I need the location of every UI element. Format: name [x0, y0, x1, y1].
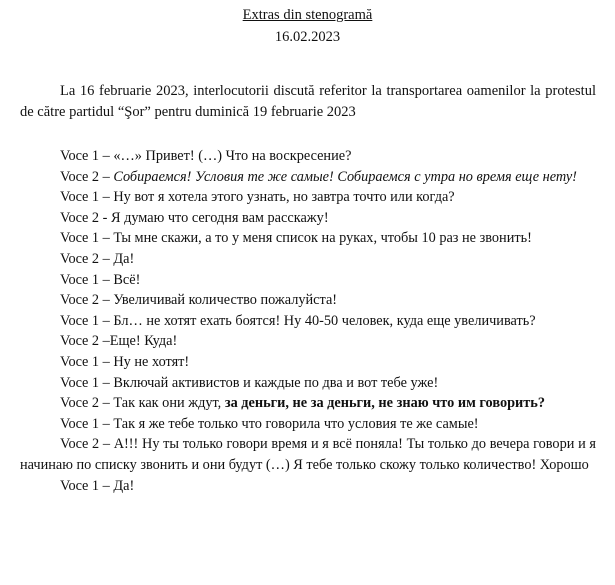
dialog-text: Voce 1 – Ну вот я хотела этого узнать, но завтра точто или когда? [60, 189, 455, 206]
dialog-line [20, 476, 596, 497]
dialog-line [20, 311, 596, 332]
dialog-line [20, 393, 596, 414]
dialog-line [20, 290, 596, 311]
document-date: 16.02.2023 [274, 29, 341, 45]
dialog-text: Voce 1 – Так я же тебе только что говорила что условия те же самые! [60, 415, 479, 432]
dialog-text: Voce 1 – «…» Привет! (…) Что на воскресение? [60, 148, 352, 164]
dialog-line [20, 249, 596, 270]
dialog-line [20, 331, 596, 352]
dialog-line [20, 228, 596, 249]
dialog-line [20, 270, 596, 291]
dialog-line [20, 373, 596, 394]
transcript-dialog [20, 146, 596, 496]
dialog-line [20, 187, 596, 208]
dialog-prefix: Voce 2 – [60, 168, 114, 185]
dialog-text: Voce 1 – Всё! [60, 271, 141, 288]
dialog-line [20, 167, 596, 188]
dialog-line [20, 414, 596, 435]
dialog-line [20, 146, 596, 167]
dialog-line [20, 434, 596, 475]
dialog-text: Voce 2 –Еще! Куда! [60, 333, 178, 350]
dialog-text: Voce 2 – Да! [60, 250, 135, 267]
dialog-text: Voce 2 - Я думаю что сегодня вам расскажу! [60, 209, 329, 226]
dialog-text: Voce 1 – Да! [60, 477, 135, 494]
dialog-italic-text: Собираемся! Условия те же самые! Собираемся с утра но время еще нету! [113, 168, 577, 185]
dialog-line [20, 352, 596, 373]
document-title: Extras din stenogramă [242, 7, 373, 23]
intro-paragraph: La 16 februarie 2023, interlocutorii discută referitor la transportarea oamenilor la protestul de către partidul “Şor” pentru duminică 19 februarie 2023 [20, 82, 596, 120]
dialog-text: Voce 1 – Бл… не хотят ехать боятся! Ну 40-50 человек, куда еще увеличивать? [60, 312, 536, 329]
dialog-bold-text: за деньги, не за деньги, не знаю что им говорить? [224, 395, 546, 412]
dialog-prefix: Voce 2 – Так как они ждут, [60, 395, 225, 412]
dialog-line [20, 208, 596, 229]
dialog-text: Voce 2 – Увеличивай количество пожалуйста! [60, 292, 338, 309]
dialog-text: Voce 2 – А!!! Ну ты только говори время и я всё поняла! Ты только до вечера говори и я начинаю по списку звонить и они будут (…) Я тебе только скожу только количество! Хорошо [20, 436, 596, 473]
dialog-text: Voce 1 – Включай активистов и каждые по два и вот тебе уже! [60, 374, 439, 391]
dialog-text: Voce 1 – Ну не хотят! [60, 353, 190, 370]
dialog-text: Voce 1 – Ты мне скажи, а то у меня список на руках, чтобы 10 раз не звонить! [60, 230, 532, 247]
